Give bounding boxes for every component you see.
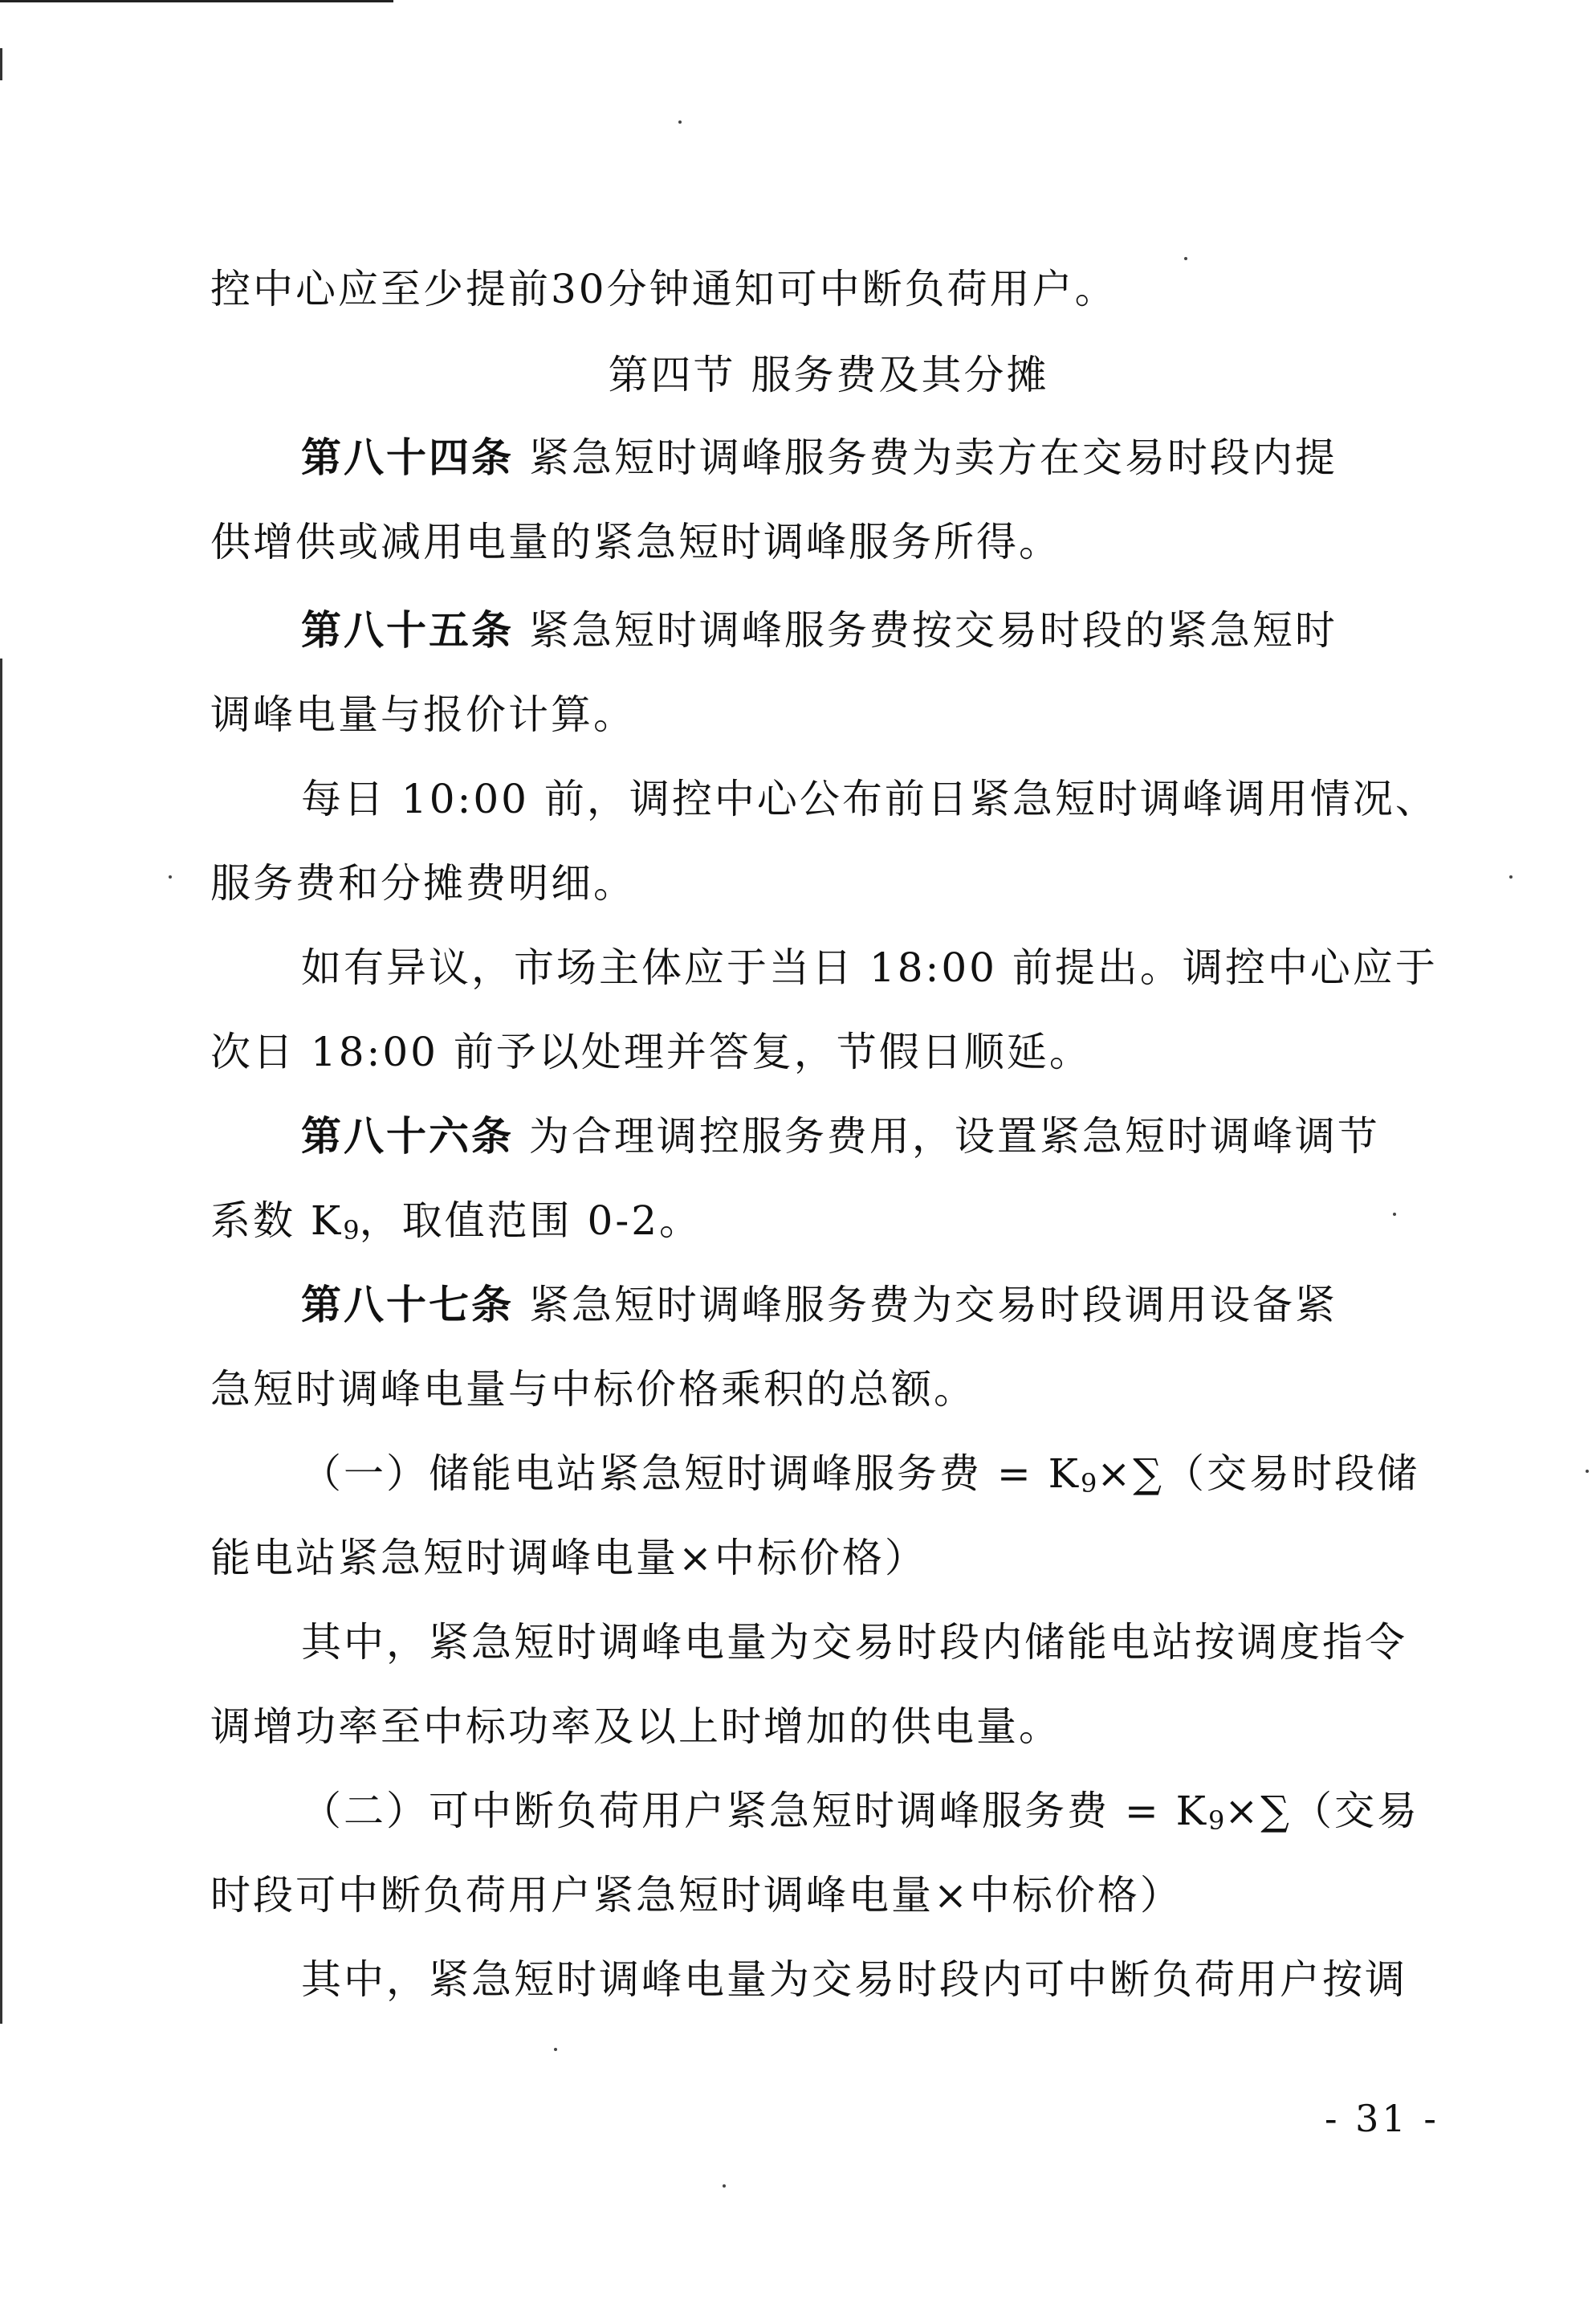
section-title: 第四节 服务费及其分摊: [608, 352, 1049, 398]
subscript: 9: [1081, 1468, 1097, 1499]
formula-line: [301, 1450, 1449, 1507]
text-segment: ×∑（交易: [1224, 1788, 1419, 1834]
paragraph-line: 如有异议，市场主体应于当日 18:00 前提出。调控中心应于: [301, 944, 1438, 991]
scan-edge-left: [0, 659, 2, 2024]
scan-edge-left: [0, 48, 2, 80]
article-84-text: 紧急短时调峰服务费为卖方在交易时段内提: [514, 434, 1337, 481]
article-85-line: [301, 606, 1449, 654]
paragraph-line: 时段可中断负荷用户紧急短时调峰电量×中标价格）: [210, 1872, 1183, 1919]
paragraph-line: 控中心应至少提前30分钟通知可中断负荷用户。: [210, 266, 1118, 312]
text-segment: 系数 K: [210, 1197, 344, 1244]
text-segment: （二）可中断负荷用户紧急短时调峰服务费 = K: [301, 1788, 1209, 1834]
subscript: 9: [1208, 1805, 1225, 1836]
scan-speck: [1509, 875, 1513, 879]
article-86-line: [301, 1112, 1449, 1160]
paragraph-line: 调峰电量与报价计算。: [210, 691, 636, 738]
article-87-line: [301, 1281, 1449, 1329]
paragraph-line: 服务费和分摊费明细。: [210, 860, 636, 907]
paragraph-line: 次日 18:00 前予以处理并答复，节假日顺延。: [210, 1029, 1092, 1075]
paragraph-line: 其中，紧急短时调峰电量为交易时段内储能电站按调度指令: [301, 1619, 1407, 1666]
paragraph-line: 调增功率至中标功率及以上时增加的供电量。: [210, 1703, 1061, 1750]
scan-speck: [554, 2048, 557, 2051]
article-85-number: 第八十五条: [301, 606, 514, 654]
article-84-number: 第八十四条: [301, 434, 514, 481]
scan-speck: [1184, 257, 1187, 260]
article-87-text: 紧急短时调峰服务费为交易时段调用设备紧: [514, 1282, 1337, 1328]
scan-speck: [1586, 1470, 1589, 1473]
subscript: 9: [343, 1215, 360, 1246]
paragraph-line: 能电站紧急短时调峰电量×中标价格）: [210, 1535, 927, 1581]
article-87-number: 第八十七条: [301, 1281, 514, 1328]
page-number: - 31 -: [1325, 2097, 1439, 2140]
text-segment: ，取值范围 0-2。: [359, 1197, 702, 1244]
formula-line: [301, 1787, 1449, 1845]
article-86-number: 第八十六条: [301, 1112, 514, 1160]
paragraph-line: [210, 1197, 1447, 1254]
paragraph-line: 供增供或减用电量的紧急短时调峰服务所得。: [210, 519, 1061, 565]
paragraph-line: 每日 10:00 前，调控中心公布前日紧急短时调峰调用情况、: [301, 776, 1438, 822]
scan-edge-top: [0, 0, 393, 2]
scan-speck: [169, 875, 172, 879]
text-segment: ×∑（交易时段储: [1097, 1450, 1419, 1497]
article-86-text: 为合理调控服务费用，设置紧急短时调峰调节: [514, 1113, 1380, 1160]
paragraph-line: 其中，紧急短时调峰电量为交易时段内可中断负荷用户按调: [301, 1956, 1407, 2003]
text-segment: （一）储能电站紧急短时调峰服务费 = K: [301, 1450, 1081, 1497]
scan-speck: [723, 2184, 726, 2188]
scan-speck: [678, 120, 682, 124]
article-85-text: 紧急短时调峰服务费按交易时段的紧急短时: [514, 607, 1337, 654]
paragraph-line: 急短时调峰电量与中标价格乘积的总额。: [210, 1366, 976, 1413]
article-84-line: [301, 434, 1449, 482]
